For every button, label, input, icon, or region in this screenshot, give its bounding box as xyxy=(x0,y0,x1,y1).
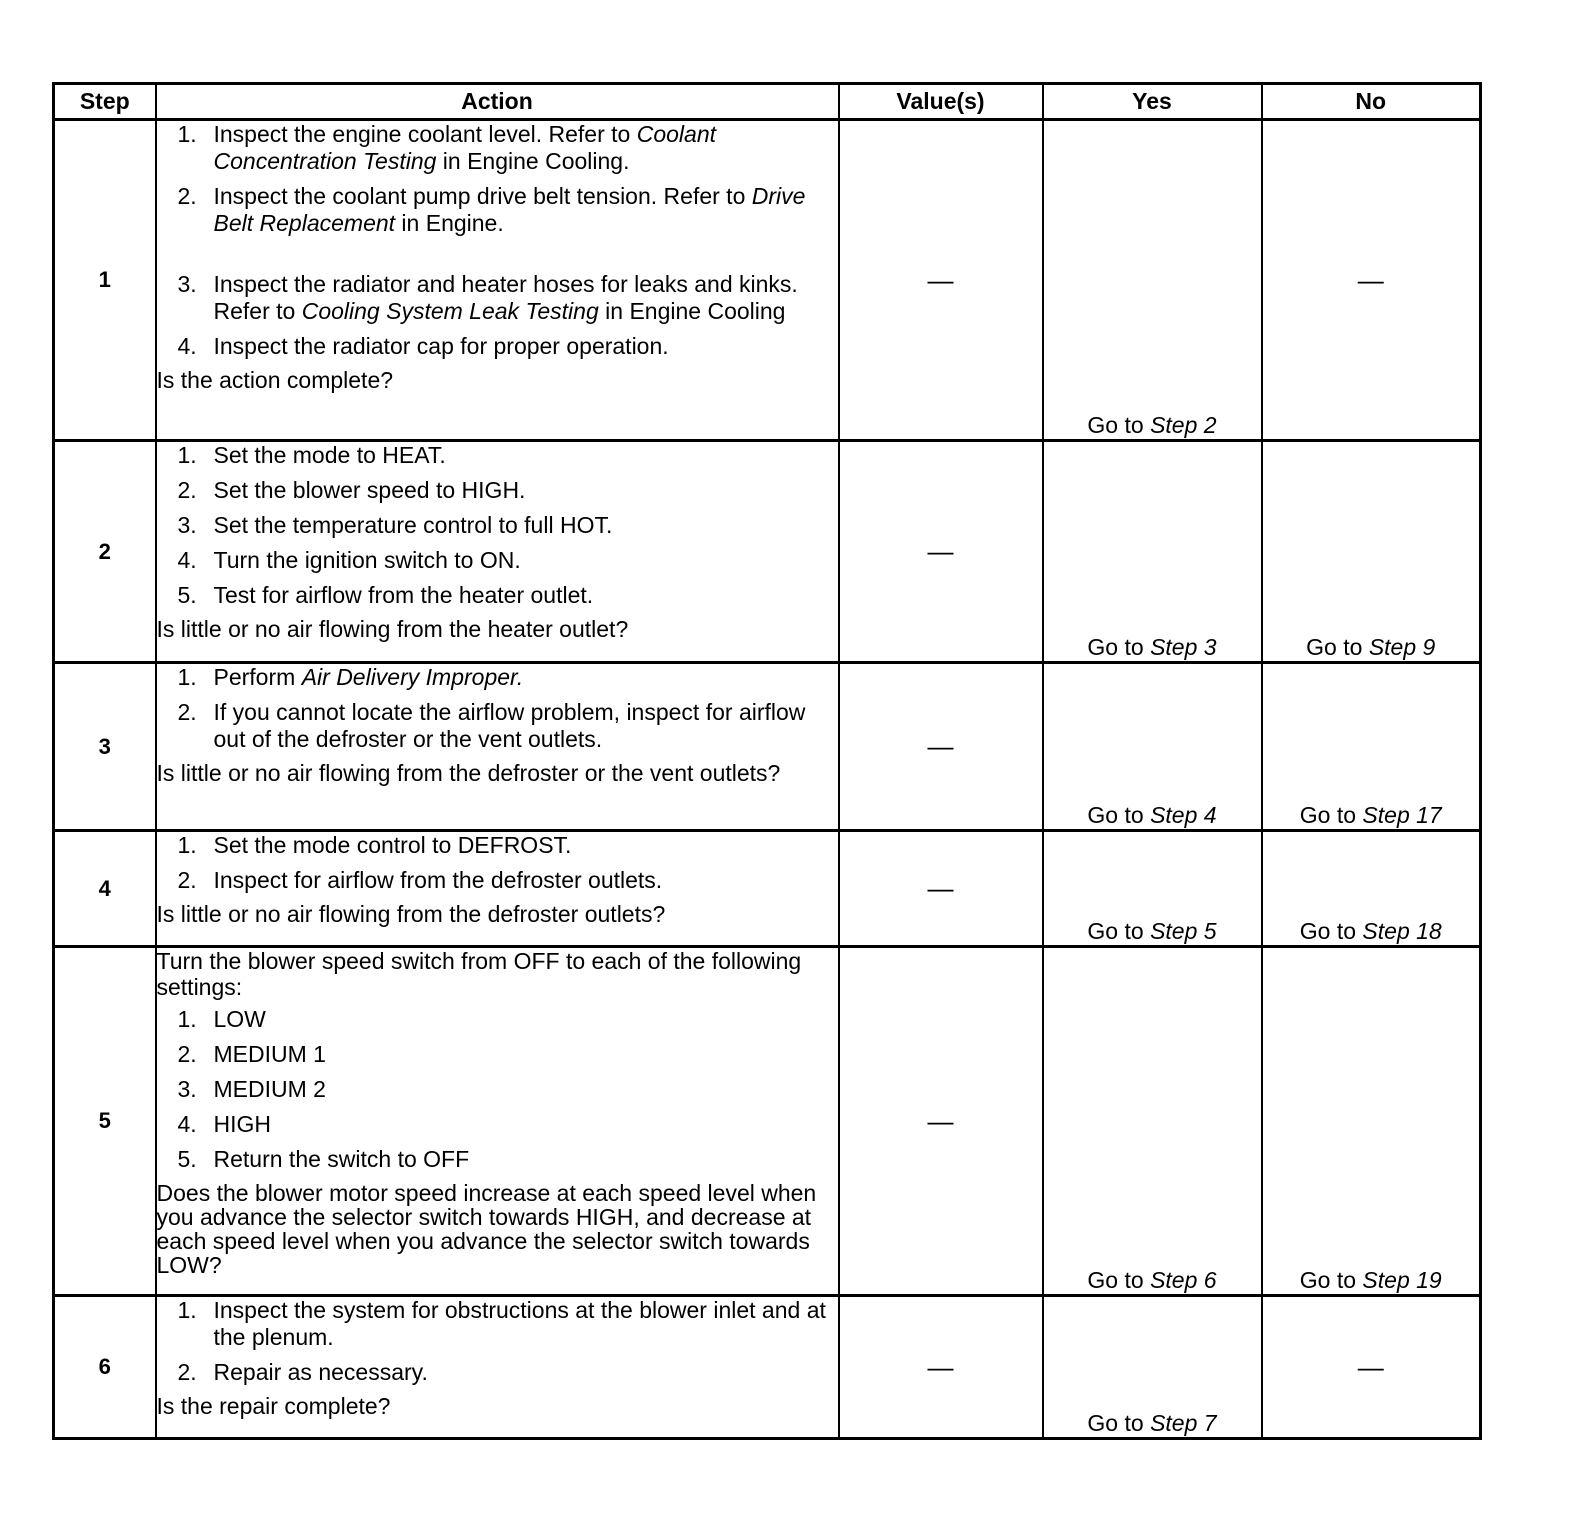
action-cell xyxy=(156,120,839,441)
action-item xyxy=(157,271,838,325)
yes-cell xyxy=(1043,663,1262,831)
yes-step-reference: Step 4 xyxy=(1150,802,1217,828)
action-item xyxy=(157,664,838,691)
item-text: Turn the ignition switch to ON. xyxy=(213,547,521,573)
action-item xyxy=(157,547,838,574)
item-number: 2. xyxy=(177,867,197,893)
action-item xyxy=(157,442,838,469)
action-item xyxy=(157,477,838,504)
no-cell xyxy=(1262,947,1481,1296)
no-cell xyxy=(1262,441,1481,663)
action-question: Is the action complete? xyxy=(156,367,394,393)
no-cell xyxy=(1262,663,1481,831)
item-number: 4. xyxy=(177,333,197,359)
step-number: 3 xyxy=(54,663,156,831)
diagnostic-table xyxy=(52,82,1482,1440)
no-step-reference: Step 17 xyxy=(1362,802,1442,828)
yes-step-reference: Step 3 xyxy=(1150,634,1217,660)
action-question: Is little or no air flowing from the heater outlet? xyxy=(156,616,629,642)
no-step-reference: Step 9 xyxy=(1368,634,1436,660)
item-reference: Coolant Concentration Testing xyxy=(213,121,716,174)
step-number: 6 xyxy=(54,1296,156,1439)
no-cell xyxy=(1262,831,1481,947)
yes-step-reference: Step 2 xyxy=(1150,412,1217,438)
yes-cell xyxy=(1043,441,1262,663)
item-text: Repair as necessary. xyxy=(213,1359,428,1385)
step-number: 4 xyxy=(54,831,156,947)
yes-cell xyxy=(1043,831,1262,947)
header-step: Step xyxy=(54,84,156,120)
no-dash: — xyxy=(1357,264,1384,295)
item-number: 2. xyxy=(177,1359,197,1385)
action-item xyxy=(157,1297,838,1351)
item-number: 1. xyxy=(177,121,197,147)
step-row-3 xyxy=(54,663,1481,831)
item-text: Set the temperature control to full HOT. xyxy=(213,512,613,538)
action-cell xyxy=(156,831,839,947)
spacer xyxy=(157,245,838,271)
no-cell xyxy=(1262,120,1481,441)
action-question: Is little or no air flowing from the defroster or the vent outlets? xyxy=(156,760,781,786)
action-list xyxy=(157,442,838,609)
item-number: 1. xyxy=(177,1297,197,1323)
step-number: 1 xyxy=(54,120,156,441)
item-number: 4. xyxy=(177,1111,197,1137)
action-item xyxy=(157,512,838,539)
item-text: Set the mode to HEAT. xyxy=(213,442,446,468)
action-list xyxy=(157,1006,838,1173)
action-item xyxy=(157,1359,838,1386)
value-cell: — xyxy=(839,947,1043,1296)
yes-cell xyxy=(1043,120,1262,441)
item-reference: Air Delivery Improper. xyxy=(301,664,524,690)
action-question: Does the blower motor speed increase at each speed level when you advance the selector switch towards HIGH, and decrease at each speed level when you advance the selector switch towards LOW? xyxy=(156,1180,817,1278)
step-row-1 xyxy=(54,120,1481,441)
item-number: 5. xyxy=(177,582,197,608)
action-item xyxy=(157,832,838,859)
no-step-reference: Step 18 xyxy=(1362,918,1442,944)
action-item xyxy=(157,1111,838,1138)
action-list xyxy=(157,1297,838,1386)
item-text: Return the switch to OFF xyxy=(213,1146,470,1172)
step-row-5 xyxy=(54,947,1481,1296)
item-number: 3. xyxy=(177,1076,197,1102)
item-text: Perform xyxy=(213,664,302,690)
item-number: 3. xyxy=(177,271,197,297)
no-goto-text: Go to xyxy=(1306,634,1369,660)
item-reference: Cooling System Leak Testing xyxy=(301,298,599,324)
item-text: Inspect the coolant pump drive belt tension. Refer to xyxy=(213,183,752,209)
yes-cell xyxy=(1043,1296,1262,1439)
header-values: Value(s) xyxy=(839,84,1043,120)
item-text-tail: in Engine Cooling. xyxy=(436,148,630,174)
action-item xyxy=(157,333,838,360)
action-question: Is the repair complete? xyxy=(156,1393,391,1419)
step-number: 2 xyxy=(54,441,156,663)
item-text-tail: in Engine. xyxy=(395,210,504,236)
yes-goto-text: Go to xyxy=(1087,634,1151,660)
item-number: 1. xyxy=(177,664,197,690)
value-cell: — xyxy=(839,663,1043,831)
value-cell: — xyxy=(839,441,1043,663)
action-item xyxy=(157,582,838,609)
yes-goto-text: Go to xyxy=(1087,1410,1151,1436)
item-text: Inspect the radiator cap for proper operation. xyxy=(213,333,669,359)
value-cell: — xyxy=(839,831,1043,947)
no-goto-text: Go to xyxy=(1299,802,1363,828)
header-yes: Yes xyxy=(1043,84,1262,120)
header-action: Action xyxy=(156,84,839,120)
yes-goto-text: Go to xyxy=(1087,412,1151,438)
item-number: 1. xyxy=(177,832,197,858)
item-text: Inspect the system for obstructions at the blower inlet and at the plenum. xyxy=(213,1297,826,1350)
yes-cell xyxy=(1043,947,1262,1296)
item-text: MEDIUM 1 xyxy=(213,1041,326,1067)
item-number: 3. xyxy=(177,512,197,538)
action-cell xyxy=(156,663,839,831)
item-text: Test for airflow from the heater outlet. xyxy=(213,582,594,608)
yes-goto-text: Go to xyxy=(1087,802,1151,828)
item-text: MEDIUM 2 xyxy=(213,1076,326,1102)
item-reference: Drive Belt Replacement xyxy=(213,183,806,236)
action-intro: Turn the blower speed switch from OFF to each of the following settings: xyxy=(156,948,802,1000)
action-list xyxy=(157,664,838,753)
item-number: 1. xyxy=(177,1006,197,1032)
action-item xyxy=(157,183,838,237)
no-dash: — xyxy=(1357,1351,1384,1382)
item-text: Set the blower speed to HIGH. xyxy=(213,477,526,503)
item-number: 2. xyxy=(177,477,197,503)
item-number: 5. xyxy=(177,1146,197,1172)
no-goto-text: Go to xyxy=(1299,918,1363,944)
step-number: 5 xyxy=(54,947,156,1296)
action-cell xyxy=(156,441,839,663)
action-cell xyxy=(156,947,839,1296)
action-item xyxy=(157,121,838,175)
item-text: Inspect the engine coolant level. Refer to xyxy=(213,121,637,147)
value-cell: — xyxy=(839,120,1043,441)
action-item xyxy=(157,867,838,894)
yes-step-reference: Step 7 xyxy=(1150,1410,1217,1436)
header-no: No xyxy=(1262,84,1481,120)
yes-goto-text: Go to xyxy=(1087,1267,1151,1293)
value-cell: — xyxy=(839,1296,1043,1439)
action-item xyxy=(157,1076,838,1103)
item-number: 1. xyxy=(177,442,197,468)
item-text: Inspect the radiator and heater hoses for leaks and kinks. Refer to xyxy=(213,271,798,324)
no-cell xyxy=(1262,1296,1481,1439)
item-text: LOW xyxy=(213,1006,266,1032)
item-text: Inspect for airflow from the defroster outlets. xyxy=(213,867,663,893)
item-text: HIGH xyxy=(213,1111,271,1137)
yes-goto-text: Go to xyxy=(1087,918,1151,944)
action-question: Is little or no air flowing from the defroster outlets? xyxy=(156,901,666,927)
action-list xyxy=(157,121,838,360)
action-item xyxy=(157,699,838,753)
item-text-tail: in Engine Cooling xyxy=(598,298,786,324)
step-row-4 xyxy=(54,831,1481,947)
item-text: If you cannot locate the airflow problem, inspect for airflow out of the defroster or the vent outlets. xyxy=(213,699,806,752)
item-number: 2. xyxy=(177,699,197,725)
action-cell xyxy=(156,1296,839,1439)
no-goto-text: Go to xyxy=(1299,1267,1363,1293)
step-row-6 xyxy=(54,1296,1481,1439)
action-item xyxy=(157,1041,838,1068)
item-number: 2. xyxy=(177,183,197,209)
action-item xyxy=(157,1146,838,1173)
yes-step-reference: Step 6 xyxy=(1150,1267,1217,1293)
item-number: 2. xyxy=(177,1041,197,1067)
item-number: 4. xyxy=(177,547,197,573)
action-item xyxy=(157,1006,838,1033)
action-list xyxy=(157,832,838,894)
yes-step-reference: Step 5 xyxy=(1150,918,1217,944)
item-text: Set the mode control to DEFROST. xyxy=(213,832,572,858)
header-row xyxy=(54,84,1481,120)
step-row-2 xyxy=(54,441,1481,663)
no-step-reference: Step 19 xyxy=(1362,1267,1442,1293)
